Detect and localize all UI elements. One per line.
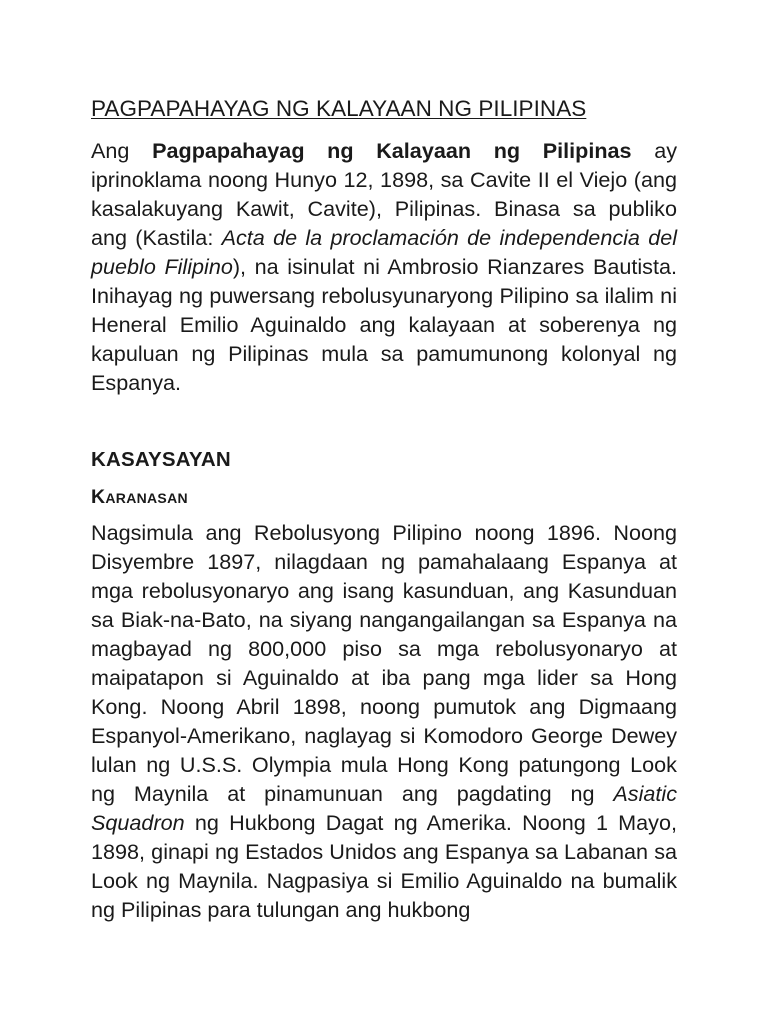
body-text: , na siyang nangangailangan sa Espanya na magbayad ng 800,000 piso sa mga rebolusyonaryo at maipatapon si Aguinaldo at iba pang mga lider sa bbox=[91, 607, 677, 690]
body-text: mula Hong Kong patungong bbox=[331, 752, 631, 777]
intro-text: ), na isinulat ni bbox=[232, 254, 388, 279]
intro-text: ay iprinoklama noong Hunyo 12, 1898, sa Cavite II el Viejo (ang kasalakuyang bbox=[91, 138, 677, 221]
body-text: . Noong 1 Mayo, 1898, ginapi ng Estados Unidos ang Espanya sa bbox=[91, 810, 677, 864]
body-text: . Nagpasiya si bbox=[252, 868, 401, 893]
body-link-asiatic-squadron[interactable]: Asiatic Squadron bbox=[91, 781, 677, 835]
body-text: , naglayag si Komodoro bbox=[290, 723, 531, 748]
intro-link-emilio-aguinaldo[interactable]: Emilio Aguinaldo bbox=[179, 312, 347, 337]
body-link-george-dewey[interactable]: George Dewey bbox=[531, 723, 677, 748]
body-text: Nagsimula ang bbox=[91, 520, 254, 545]
body-text: ng bbox=[184, 810, 230, 835]
intro-text: . Inihayag ng puwersang rebolusyunaryong Pilipino sa ilalim ni Heneral bbox=[91, 254, 677, 337]
intro-link-kastila[interactable]: Kastila bbox=[142, 225, 208, 250]
body-link-labanan-sa-look-ng-maynila[interactable]: Labanan sa Look ng Maynila bbox=[91, 839, 678, 893]
intro-bold-term: Pagpapahayag ng Kalayaan ng Pilipinas bbox=[152, 138, 632, 163]
body-link-kasunduan-sa-biak-na-bato[interactable]: Kasunduan sa Biak-na-Bato bbox=[91, 578, 677, 632]
body-text: lulan ng bbox=[91, 752, 180, 777]
intro-italic-title: Acta de la proclamación de independencia del pueblo Filipino bbox=[91, 225, 678, 279]
intro-text: Ang bbox=[91, 138, 153, 163]
body-paragraph bbox=[91, 518, 677, 924]
intro-link-pilipinas[interactable]: Pilipinas bbox=[394, 196, 476, 221]
body-text: na bumalik ng Pilipinas para tulungan ang hukbong bbox=[91, 868, 677, 922]
body-link-digmaang-espanyol-amerikano[interactable]: Digmaang Espanyol-Amerikano bbox=[91, 694, 677, 748]
body-link-hong-kong[interactable]: Hong Kong bbox=[91, 665, 677, 719]
intro-link-espanya[interactable]: Espanya bbox=[91, 370, 176, 395]
body-link-rebolusyong-pilipino[interactable]: Rebolusyong Pilipino bbox=[253, 520, 463, 545]
body-text: noong 1896. Noong Disyembre 1897, nilagdaan ng pamahalaang Espanya at mga rebolusyonaryo ang isang kasunduan, ang bbox=[91, 520, 678, 603]
body-link-emilio-aguinaldo[interactable]: Emilio Aguinaldo bbox=[400, 868, 563, 893]
intro-link-kawit-cavite[interactable]: Kawit, Cavite bbox=[235, 196, 369, 221]
body-text: . Noong Abril 1898, noong pumutok ang bbox=[141, 694, 579, 719]
body-link-look-ng-maynila[interactable]: Look ng Maynila bbox=[91, 752, 677, 806]
intro-link-ambrosio-rianzares-bautista[interactable]: Ambrosio Rianzares Bautista bbox=[387, 254, 671, 279]
intro-text: ), bbox=[368, 196, 395, 221]
intro-text: : bbox=[207, 225, 222, 250]
intro-text: ang kalayaan at soberenya ng kapuluan ng Pilipinas mula sa pamumunong kolonyal ng bbox=[91, 312, 678, 366]
body-text: at pinamunuan ang pagdating ng bbox=[208, 781, 614, 806]
intro-text: . Binasa sa publiko ang ( bbox=[91, 196, 677, 250]
intro-paragraph bbox=[91, 136, 677, 397]
body-link-uss-olympia[interactable]: U.S.S. Olympia bbox=[179, 752, 332, 777]
subsection-heading: Karanasan bbox=[91, 486, 188, 508]
section-heading: KASAYSAYAN bbox=[91, 448, 231, 471]
body-link-hukbong-dagat-ng-amerika[interactable]: Hukbong Dagat ng Amerika bbox=[229, 810, 506, 835]
document-title: PAGPAPAHAYAG NG KALAYAAN NG PILIPINAS bbox=[91, 96, 587, 121]
intro-text: . bbox=[175, 370, 182, 395]
